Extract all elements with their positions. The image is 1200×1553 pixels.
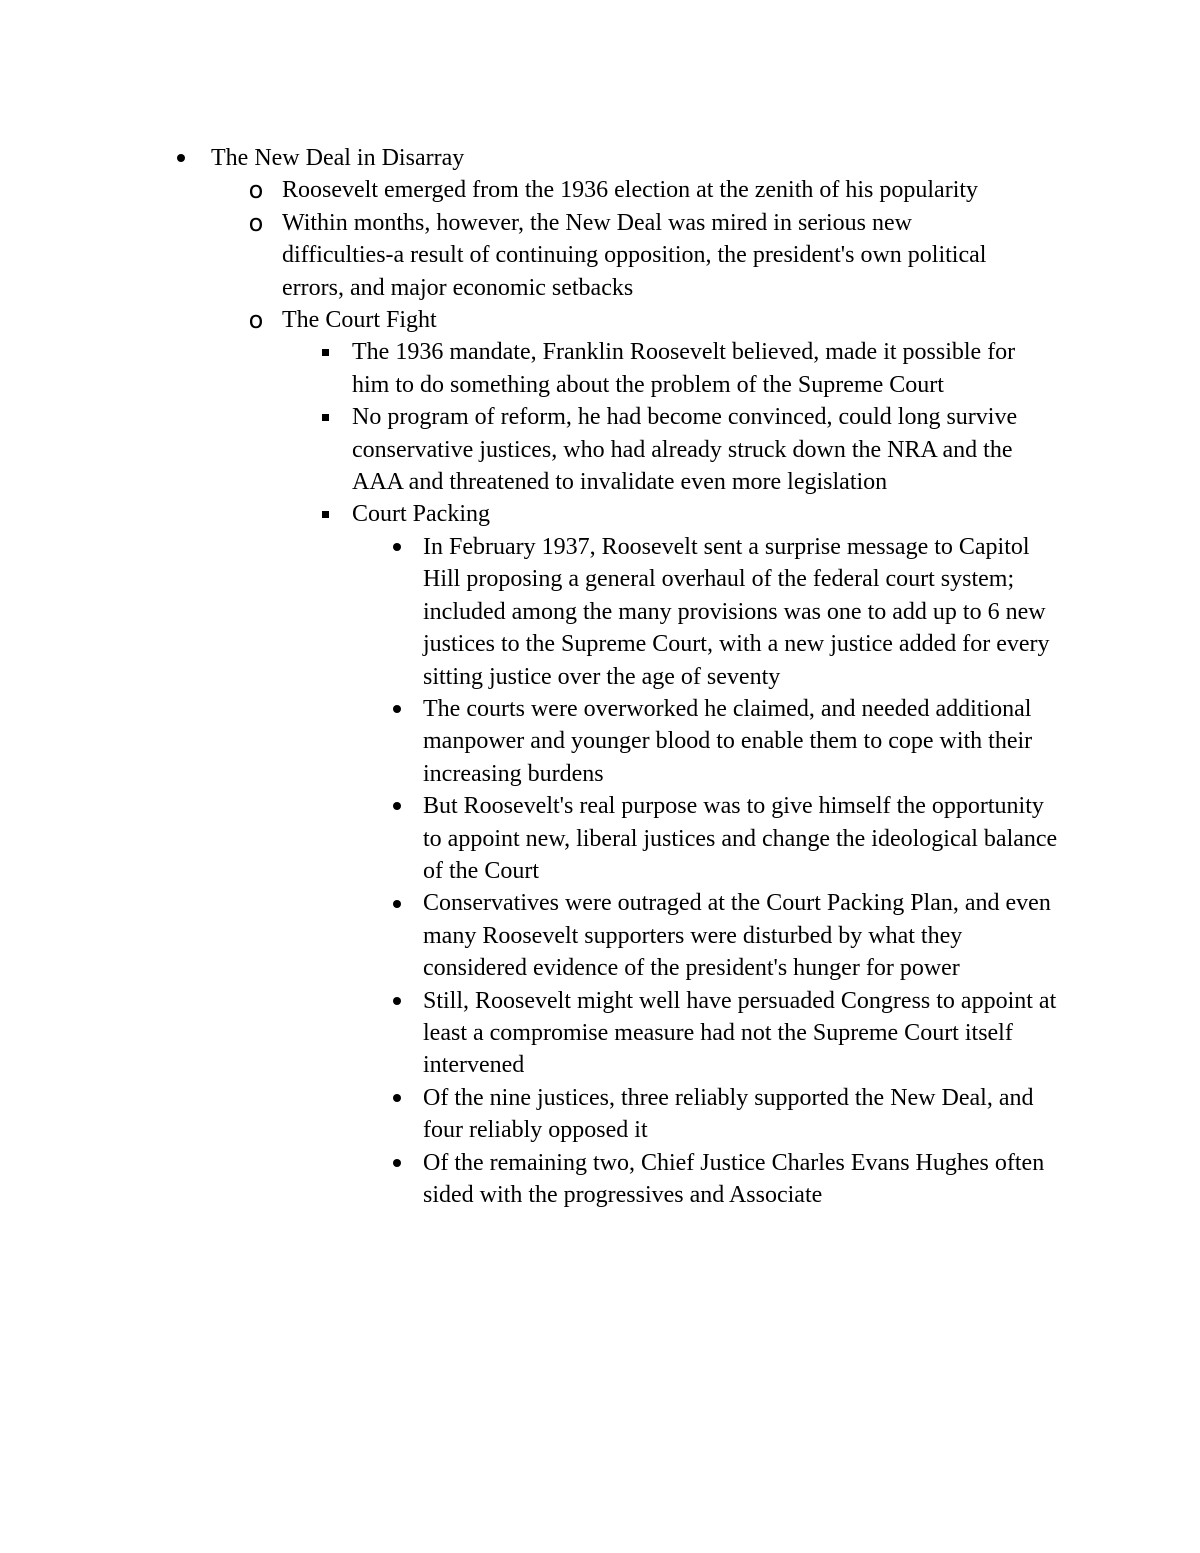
- bullet-disc-icon: [386, 985, 408, 1017]
- list-item-text: The 1936 mandate, Franklin Roosevelt believed, made it possible for him to do something about the problem of the Supreme Court: [352, 339, 1016, 398]
- list-item-level2: [0, 304, 1022, 336]
- bullet-disc-icon: [386, 790, 408, 822]
- list-item-level4: [0, 1082, 1063, 1147]
- list-item-level4: [0, 985, 1063, 1082]
- section-court-packing: Court Packing: [352, 501, 490, 528]
- bullet-disc-icon: [386, 693, 408, 725]
- bullet-square-icon: [315, 401, 335, 433]
- list-item-text: Still, Roosevelt might well have persuaded Congress to appoint at least a compromise measure had not the Supreme Court itself intervened: [423, 987, 1057, 1079]
- bullet-circle-icon: o: [248, 176, 264, 205]
- list-item-text: Of the nine justices, three reliably supported the New Deal, and four reliably opposed it: [423, 1084, 1034, 1144]
- bullet-disc-icon: [170, 142, 192, 174]
- section-court-fight: The Court Fight: [282, 307, 437, 334]
- bullet-square-icon: [315, 336, 335, 368]
- bullet-disc-icon: [386, 531, 408, 563]
- list-item-level2: [0, 174, 1022, 206]
- list-item-level4: [0, 887, 1063, 984]
- list-item-text: Conservatives were outraged at the Court Packing Plan, and even many Roosevelt supporters were disturbed by what they considered evidence of the president's hunger for power: [423, 890, 1051, 982]
- bullet-disc-icon: [386, 1082, 408, 1114]
- bullet-disc-icon: [386, 1147, 408, 1179]
- heading-new-deal-in-disarray: The New Deal in Disarray: [211, 145, 465, 171]
- list-item-level3: [0, 401, 1052, 498]
- bullet-disc-icon: [386, 887, 408, 919]
- list-item-text: In February 1937, Roosevelt sent a surprise message to Capitol Hill proposing a general overhaul of the federal court system; included among the many provisions was one to add up to 6 new justices to the Supreme Court, with a new justice added for every sitting justice over the age of seventy: [423, 533, 1050, 690]
- outline-list: [0, 142, 1200, 1211]
- list-item-level2: [0, 207, 1022, 304]
- list-item-level4: [0, 1147, 1063, 1212]
- list-item-level1: [0, 142, 991, 174]
- list-item-level3: [0, 336, 1052, 401]
- list-item-text: Of the remaining two, Chief Justice Charles Evans Hughes often sided with the progressives and Associate: [423, 1149, 1045, 1208]
- list-item-text: Within months, however, the New Deal was mired in serious new difficulties-a result of continuing opposition, the president's own political errors, and major economic setbacks: [282, 209, 987, 301]
- list-item-level3: [0, 498, 1052, 530]
- list-item-text: Roosevelt emerged from the 1936 election at the zenith of his popularity: [282, 177, 979, 204]
- list-item-level4: [0, 790, 1063, 887]
- bullet-square-icon: [315, 498, 335, 530]
- list-item-text: No program of reform, he had become convinced, could long survive conservative justices, who had already struck down the NRA and the AAA and threatened to invalidate even more legislation: [352, 404, 1018, 496]
- list-item-text: But Roosevelt's real purpose was to give himself the opportunity to appoint new, liberal justices and change the ideological balance of the Court: [423, 793, 1058, 884]
- list-item-level4: [0, 693, 1063, 790]
- list-item-text: The courts were overworked he claimed, and needed additional manpower and younger blood to enable them to cope with their increasing burdens: [423, 695, 1033, 787]
- list-item-level4: [0, 531, 1063, 693]
- bullet-circle-icon: o: [248, 306, 264, 335]
- bullet-circle-icon: o: [248, 208, 264, 237]
